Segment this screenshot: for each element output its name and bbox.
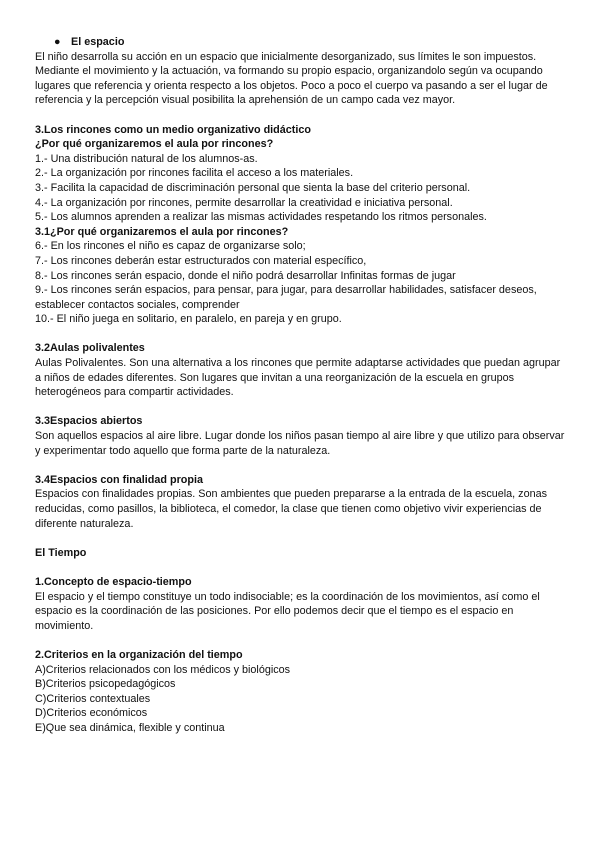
list-item: 2.- La organización por rincones facilita el acceso a los materiales. — [35, 167, 354, 180]
list-item: 1.- Una distribución natural de los alumnos-as. — [35, 152, 258, 165]
section-abiertos-body: Son aquellos espacios al aire libre. Lugar donde los niños pasan tiempo al aire libre y que utilizo para observar y experimentar todo aquello que forma parte de la naturaleza. — [35, 430, 565, 457]
section-espacio-body: El niño desarrolla su acción en un espacio que inicialmente desorganizado, sus límites le son impuestos. Mediante el movimiento y la actuación, va formando su propio espacio, organizandolo según va ocupando lugares que referencia y orienta respecto a los objetos. Poco a poco el cuerpo va pasando a ser el lugar de referencia y la percepción visual posibilita la aprehensión de un campo cada vez mayor. — [35, 50, 548, 107]
list-item: B)Criterios psicopedagógicos — [35, 678, 176, 691]
list-item: 3.- Facilita la capacidad de discriminación personal que sienta la base del criterio personal. — [35, 181, 471, 194]
bullet-icon: ● — [54, 36, 61, 48]
list-item: 9.- Los rincones serán espacios, para pensar, para jugar, para desarrollar habilidades, satisfacer deseos, establecer contactos sociales, comprender — [35, 284, 537, 311]
section-criterios-heading: 2.Criterios en la organización del tiempo — [35, 648, 243, 661]
section-finalidad-heading: 3.4Espacios con finalidad propia — [35, 473, 203, 486]
section-polivalentes-heading: 3.2Aulas polivalentes — [35, 342, 145, 355]
section-concepto-heading: 1.Concepto de espacio-tiempo — [35, 575, 192, 588]
list-item: 4.- La organización por rincones, permite desarrollar la creatividad e iniciativa personal. — [35, 196, 453, 209]
list-item: E)Que sea dinámica, flexible y continua — [35, 721, 225, 734]
section-espacio-heading — [35, 35, 565, 50]
list-item: A)Criterios relacionados con los médicos y biológicos — [35, 663, 291, 676]
section-rincones-heading: 3.Los rincones como un medio organizativo didáctico — [35, 123, 311, 136]
list-item: 6.- En los rincones el niño es capaz de organizarse solo; — [35, 240, 306, 253]
list-item: 10.- El niño juega en solitario, en paralelo, en pareja y en grupo. — [35, 313, 342, 326]
section-concepto-body: El espacio y el tiempo constituye un todo indisociable; es la coordinación de los movimientos, así como el espacio es la coordinación de las posiciones. Por ello podemos decir que el tiempo es el espacio en movimiento. — [35, 590, 540, 632]
list-item: 5.- Los alumnos aprenden a realizar las mismas actividades respetando los ritmos personales. — [35, 211, 487, 224]
list-item: 8.- Los rincones serán espacio, donde el niño podrá desarrollar Infinitas formas de jugar — [35, 269, 456, 282]
section-heading-text: El espacio — [71, 36, 125, 48]
section-rincones-subheading-2: 3.1¿Por qué organizaremos el aula por rincones? — [35, 225, 289, 238]
document-page — [35, 35, 565, 736]
list-item: C)Criterios contextuales — [35, 692, 151, 705]
list-item: D)Criterios económicos — [35, 707, 148, 720]
section-tiempo-heading: El Tiempo — [35, 546, 87, 559]
section-finalidad-body: Espacios con finalidades propias. Son ambientes que pueden prepararse a la entrada de la escuela, zonas reducidas, como pasillos, la biblioteca, el comedor, la clase que tienen como objetivo vivir experiencias de diferente naturaleza. — [35, 488, 547, 530]
section-rincones-subheading: ¿Por qué organizaremos el aula por rincones? — [35, 138, 274, 151]
section-abiertos-heading: 3.3Espacios abiertos — [35, 415, 143, 428]
list-item: 7.- Los rincones deberán estar estructurados con material específico, — [35, 254, 367, 267]
section-polivalentes-body: Aulas Polivalentes. Son una alternativa a los rincones que permite adaptarse actividades que puedan agrupar a niños de edades diferentes. Son lugares que invitan a una reorganización de la escuela en grupos heterogéneos para compartir actividades. — [35, 357, 561, 399]
